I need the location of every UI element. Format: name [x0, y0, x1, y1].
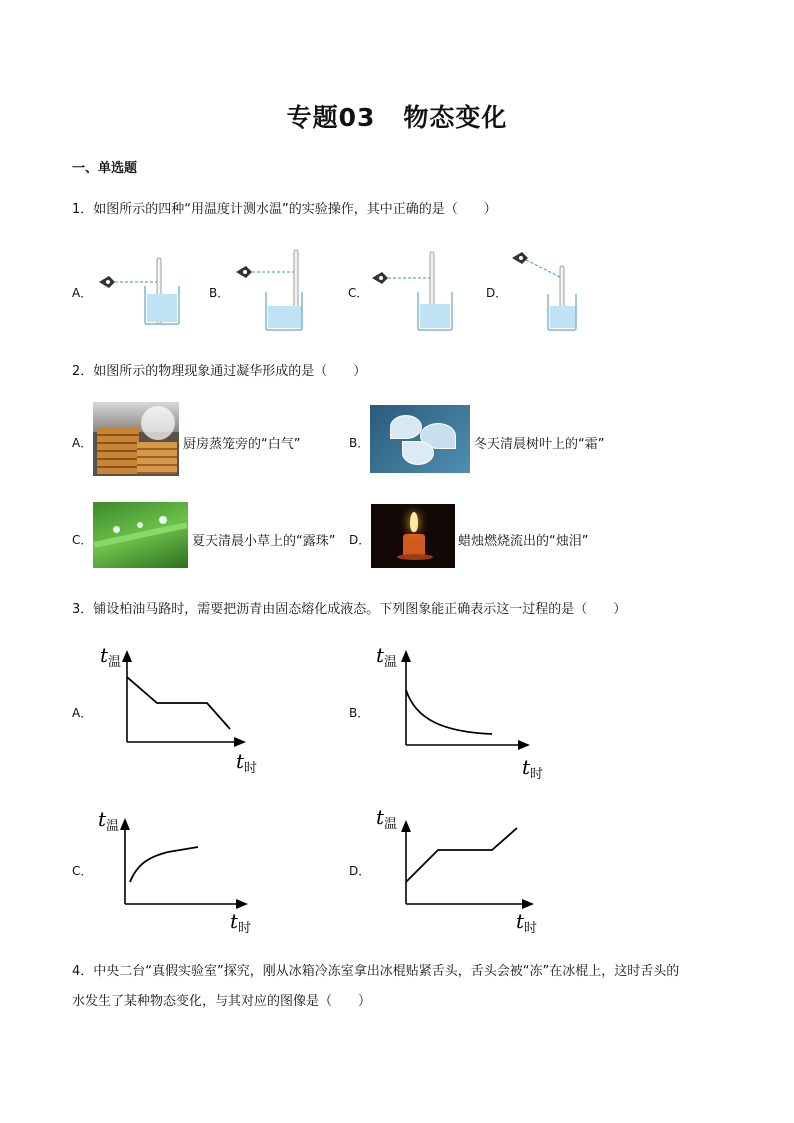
q2-option-c-caption: 夏天清晨小草上的“露珠” — [192, 534, 336, 549]
q2-option-a-label: A． — [72, 436, 93, 450]
q1-figure-c — [368, 248, 458, 332]
eye-icon — [372, 272, 388, 284]
temperature-curve — [406, 828, 517, 882]
q2-option-a-caption: 厨房蒸笼旁的“白气” — [183, 437, 301, 452]
candle-photo — [371, 504, 455, 568]
title-number: 专题03 — [286, 103, 376, 132]
q3-graph-a — [96, 640, 276, 780]
q2-option-d-caption: 蜡烛燃烧流出的“烛泪” — [458, 534, 589, 549]
q3-graph-c — [96, 804, 276, 938]
q3-option-b-label: B． — [349, 706, 370, 720]
q3-option-c-label: C． — [72, 864, 93, 878]
q1-option-b-label: B． — [209, 286, 230, 300]
eye-icon — [236, 266, 252, 278]
steaming-baskets-photo — [93, 402, 179, 476]
q1-option-d-label: D． — [486, 286, 508, 300]
question-1-text: 1．如图所示的四种“用温度计测水温”的实验操作，其中正确的是（ ） — [72, 202, 497, 217]
temperature-curve — [406, 690, 492, 734]
y-axis-label: $t_温$ — [376, 643, 398, 670]
title-topic: 物态变化 — [403, 103, 508, 132]
y-axis-label: $t_温$ — [98, 807, 120, 834]
q1-figure-d — [508, 248, 598, 332]
x-axis-label: $t_时$ — [236, 749, 258, 776]
question-3-text: 3．铺设柏油马路时，需要把沥青由固态熔化成液态。下列图象能正确表示这一过程的是（ ） — [72, 602, 627, 617]
q3-option-d-label: D． — [349, 864, 371, 878]
q3-graph-d — [374, 804, 564, 938]
dew-grass-photo — [93, 502, 188, 568]
q1-option-a-label: A． — [72, 286, 93, 300]
q3-option-a-label: A． — [72, 706, 93, 720]
question-4-line-1: 4．中央二台“真假实验室”探究，刚从冰箱冷冻室拿出冰棍贴紧舌头，舌头会被“冻”在冰棍上，这时舌头的 — [72, 964, 680, 979]
q1-figure-a — [95, 252, 185, 332]
y-axis-label: $t_温$ — [100, 643, 122, 670]
temperature-curve — [127, 677, 230, 729]
q1-figure-b — [230, 248, 320, 332]
temperature-curve — [130, 847, 198, 882]
page-title — [0, 98, 794, 134]
frost-leaves-photo — [370, 405, 470, 473]
eye-icon — [512, 252, 528, 264]
y-axis-label: $t_温$ — [376, 805, 398, 832]
q2-option-d-label: D． — [349, 533, 371, 547]
q2-option-b-label: B． — [349, 436, 370, 450]
x-axis-label: $t_时$ — [522, 755, 544, 782]
question-4-line-2: 水发生了某种物态变化，与其对应的图像是（ ） — [72, 994, 372, 1009]
q2-option-b-caption: 冬天清晨树叶上的“霜” — [474, 437, 605, 452]
q3-graph-b — [374, 640, 554, 780]
q2-option-c-label: C． — [72, 533, 93, 547]
x-axis-label: $t_时$ — [230, 909, 252, 936]
section-heading: 一、单选题 — [72, 161, 138, 176]
x-axis-label: $t_时$ — [516, 909, 538, 936]
q1-option-c-label: C． — [348, 286, 369, 300]
question-2-text: 2．如图所示的物理现象通过凝华形成的是（ ） — [72, 364, 367, 379]
eye-icon — [99, 276, 115, 288]
